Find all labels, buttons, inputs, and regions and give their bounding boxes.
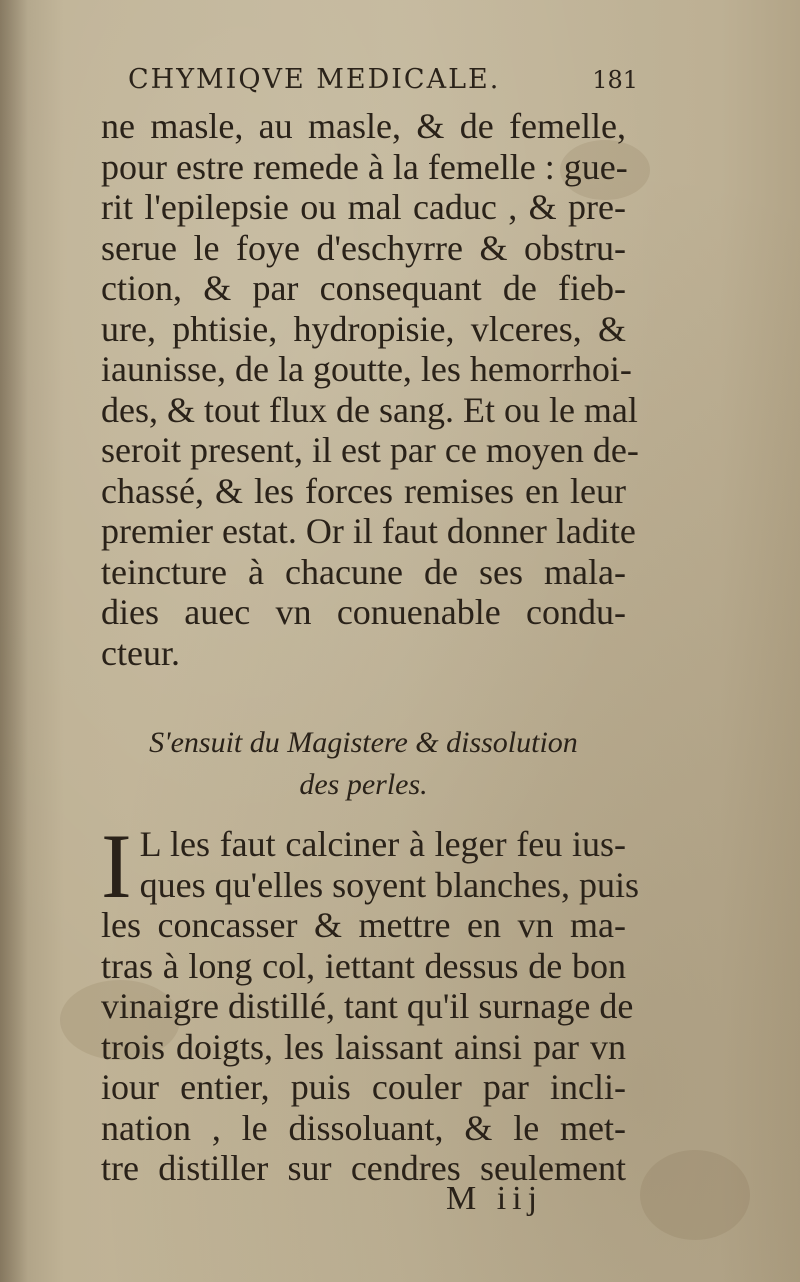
text-line: trois doigts, les laissant ainsi par vn [101, 1026, 626, 1067]
paragraph-1 [101, 106, 639, 673]
text-line: des, & tout flux de sang. Et ou le mal [101, 389, 638, 430]
text-line: iour entier, puis couler par incli- [101, 1067, 626, 1107]
text-line: L les faut calciner à leger feu ius- [139, 824, 626, 864]
section-heading-line: des perles. [299, 768, 428, 801]
text-line: iaunisse, de la goutte, les hemorrhoi- [101, 349, 632, 389]
running-head-title: CHYMIQVE MEDICALE. [128, 64, 501, 95]
text-line: tre distiller sur cendres seulement [101, 1148, 626, 1188]
text-line: vinaigre distillé, tant qu'il surnage de [101, 986, 634, 1026]
text-line: cteur. [101, 632, 180, 673]
text-line: ure, phtisie, hydropisie, vlceres, & [101, 308, 626, 349]
text-line: les concasser & mettre en vn ma- [101, 905, 626, 945]
text-line: chassé, & les forces remises en leur [101, 470, 626, 511]
text-line: ne masle, au masle, & de femelle, [101, 106, 626, 146]
text-line: nation , le dissoluant, & le met- [101, 1107, 626, 1148]
paper-stain [640, 1150, 750, 1240]
text-line: serue le foye d'eschyrre & obstru- [101, 227, 626, 268]
text-line: rit l'epilepsie ou mal caduc , & pre- [101, 187, 626, 227]
text-line: teincture à chacune de ses mala- [101, 551, 626, 592]
text-line: pour estre remede à la femelle : gue- [101, 146, 628, 187]
signature-mark: M iij [446, 1180, 544, 1217]
text-line: ques qu'elles soyent blanches, puis [139, 864, 640, 905]
paragraph-2 [101, 815, 640, 1189]
page-gutter-shadow [0, 0, 28, 1282]
text-line: seroit present, il est par ce moyen de- [101, 430, 639, 470]
text-line: dies auec vn conuenable condu- [101, 592, 626, 632]
running-head [128, 64, 638, 108]
text-line: tras à long col, iettant dessus de bon [101, 945, 626, 986]
section-heading-line: S'ensuit du Magistere & dissolution [149, 726, 578, 759]
page-number: 181 [592, 66, 638, 94]
text-line: ction, & par consequant de fieb- [101, 268, 626, 308]
drop-cap: I [101, 815, 132, 917]
section-heading [101, 722, 626, 806]
text-line: premier estat. Or il faut donner ladite [101, 511, 636, 551]
